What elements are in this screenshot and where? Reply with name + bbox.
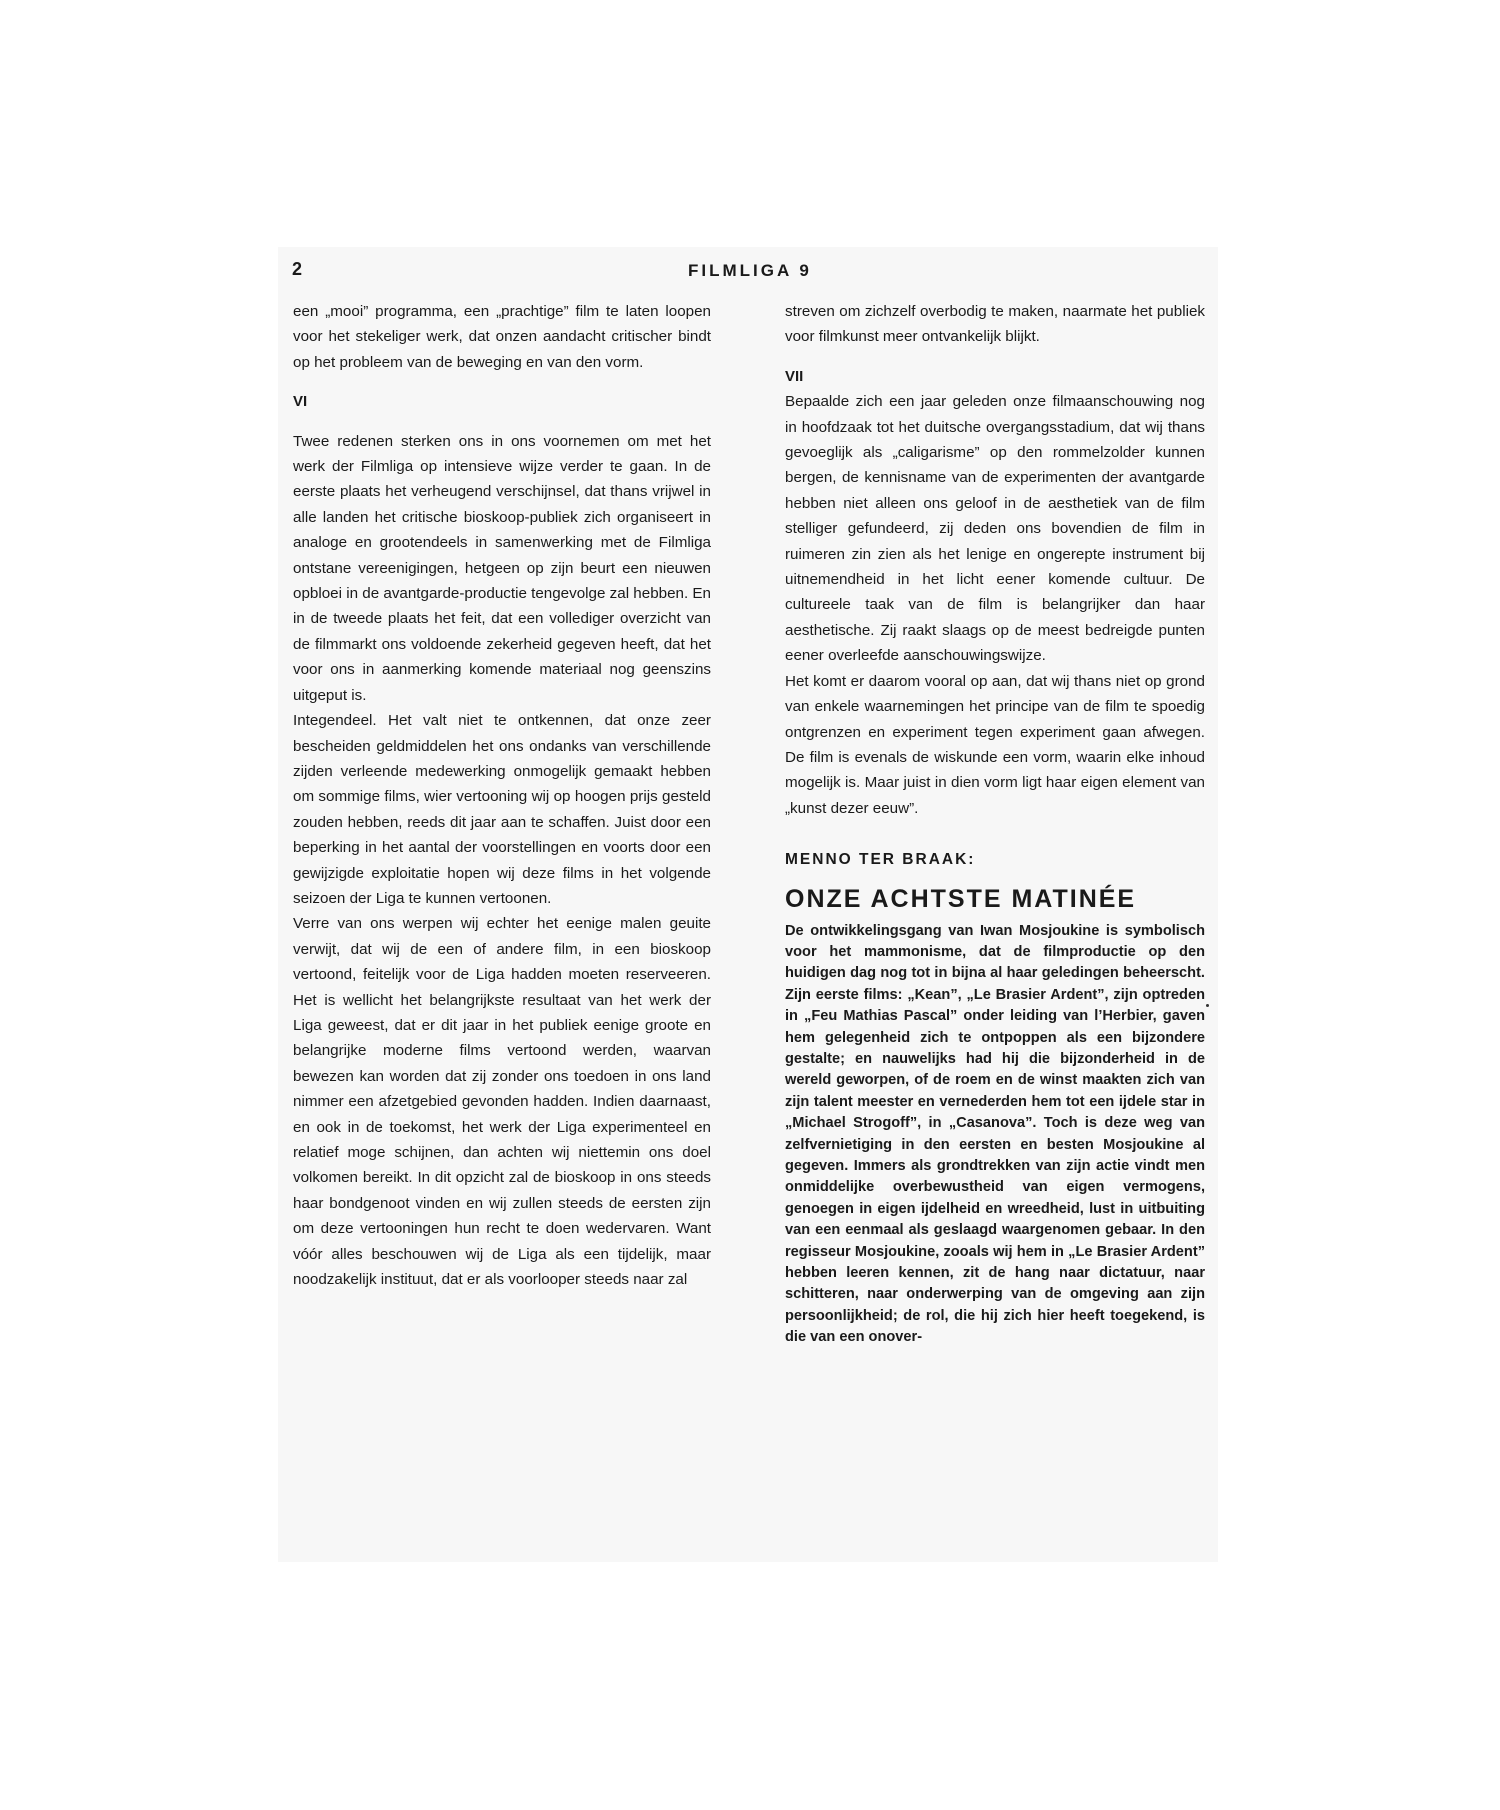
document-page xyxy=(278,247,1218,1562)
journal-title: FILMLIGA 9 xyxy=(688,261,812,280)
page-number: 2 xyxy=(292,259,304,279)
right-intro-paragraph: streven om zichzelf overbodig te maken, naarmate het publiek voor filmkunst meer ontvankelijk blijkt. xyxy=(785,303,1205,346)
left-intro-paragraph: een „mooi” programma, een „prachtige” film te laten loopen voor het stekeliger werk, dat onzen aandacht critischer bindt op het probleem van de beweging en van den vorm. xyxy=(293,303,711,371)
print-speck xyxy=(1206,1004,1209,1007)
left-paragraph: Integendeel. Het valt niet te ontkennen, dat onze zeer bescheiden geldmiddelen het ons ondanks van verschillende zijden verleende medewerking onmogelijk gemaakt hebben om sommige films, wier vertooning wij op hoogen prijs gesteld zouden hebben, reeds dit jaar aan te schaffen. Juist door een beperking in het aantal der voorstellingen en voorts door een gewijzigde exploitatie hopen wij deze films in het volgende seizoen der Liga te kunnen vertoonen. xyxy=(293,712,711,907)
section-heading-vii: VII xyxy=(785,367,804,385)
left-column xyxy=(293,299,711,1292)
article-author: MENNO TER BRAAK: xyxy=(785,851,976,869)
right-paragraph: Bepaalde zich een jaar geleden onze filmaanschouwing nog in hoofdzaak tot het duitsche overgangsstadium, dat wij thans gevoeglijk als „caligarisme” op den rommelzolder kunnen bergen, de kennisname van de experimenten der avantgarde hebben niet alleen ons geloof in de aesthetiek van de film stelliger gefundeerd, zij deden ons bovendien de film in ruimeren zin zien als het lenige en ongerepte instrument bij uitnemendheid in het licht eener komende cultuur. De cultureele taak van de film is belangrijker dan haar aesthetische. Zij raakt slaags op de meest bedreigde punten eener overleefde aanschouwingswijze. xyxy=(785,393,1205,665)
article-title: ONZE ACHTSTE MATINÉE xyxy=(785,884,1137,913)
right-column xyxy=(785,299,1205,1349)
section-heading-vi: VI xyxy=(293,393,308,411)
article-body-paragraph: De ontwikkelingsgang van Iwan Mosjoukine is symbolisch voor het mammonisme, dat de filmproductie op den huidigen dag nog tot in bijna al haar geledingen beheerscht. Zijn eerste films: „Kean”, „Le Brasier Ardent”, zijn optreden in „Feu Mathias Pascal” onder leiding van l’Herbier, gaven hem gelegenheid zich te ontpoppen als een bijzondere gestalte; en nauwelijks had hij die bijzonderheid in de wereld geworpen, of de roem en de winst maakten zich van zijn talent meester en vernederden hem tot een ijdele star in „Michael Strogoff”, in „Casanova”. Toch is deze weg van zelfvernietiging in den eersten en besten Mosjoukine al gegeven. Immers als grondtrekken van zijn actie vindt men onmiddelijke overbewustheid van eigen vermogens, genoegen in eigen ijdelheid en wreedheid, lust in uitbuiting van een eenmaal als geslaagd waargenomen gebaar. In den regisseur Mosjoukine, zooals wij hem in „Le Brasier Ardent” hebben leeren kennen, zit de hang naar dictatuur, naar schitteren, naar onderwerping van de omgeving aan zijn persoonlijkheid; de rol, die hij zich hier heeft toegekend, is die van een onover- xyxy=(785,922,1205,1346)
left-paragraph: Verre van ons werpen wij echter het eenige malen geuite verwijt, dat wij de een of andere film, in een bioskoop vertoond, feitelijk voor de Liga hadden moeten reserveeren. Het is wellicht het belangrijkste resultaat van het werk der Liga geweest, dat er dit jaar in het publiek eenige groote en belangrijke moderne films vertoond werden, waarvan bewezen kan worden dat zij zonder ons toedoen in ons land nimmer een afzetgebied gevonden hadden. Indien daarnaast, en ook in de toekomst, het werk der Liga experimenteel en relatief moge schijnen, dan achten wij niettemin ons doel volkomen bereikt. In dit opzicht zal de bioskoop in ons steeds haar bondgenoot vinden en wij zullen steeds de eersten zijn om deze vertooningen hun recht te doen wedervaren. Want vóór alles beschouwen wij de Liga als een tijdelijk, maar noodzakelijk instituut, dat er als voorlooper steeds naar zal xyxy=(293,915,711,1289)
right-paragraph: Het komt er daarom vooral op aan, dat wij thans niet op grond van enkele waarnemingen het principe van de film te spoedig ontgrenzen en experiment tegen experiment gaan afwegen. De film is evenals de wiskunde een vorm, waarin elke inhoud mogelijk is. Maar juist in dien vorm ligt haar eigen element van „kunst dezer eeuw”. xyxy=(785,672,1205,817)
left-paragraph: Twee redenen sterken ons in ons voornemen om met het werk der Filmliga op intensieve wijze verder te gaan. In de eerste plaats het verheugend verschijnsel, dat thans vrijwel in alle landen het critische bioskoop-publiek zich organiseert in analoge en grootendeels in samenwerking met de Filmliga ontstane vereenigingen, hetgeen op zijn beurt een nieuwen opbloei in de avantgarde-productie tengevolge zal hebben. En in de tweede plaats het feit, dat een vollediger overzicht van de filmmarkt ons voldoende zekerheid gegeven heeft, dat het voor ons in aanmerking komende materiaal nog geenszins uitgeput is. xyxy=(293,432,711,704)
